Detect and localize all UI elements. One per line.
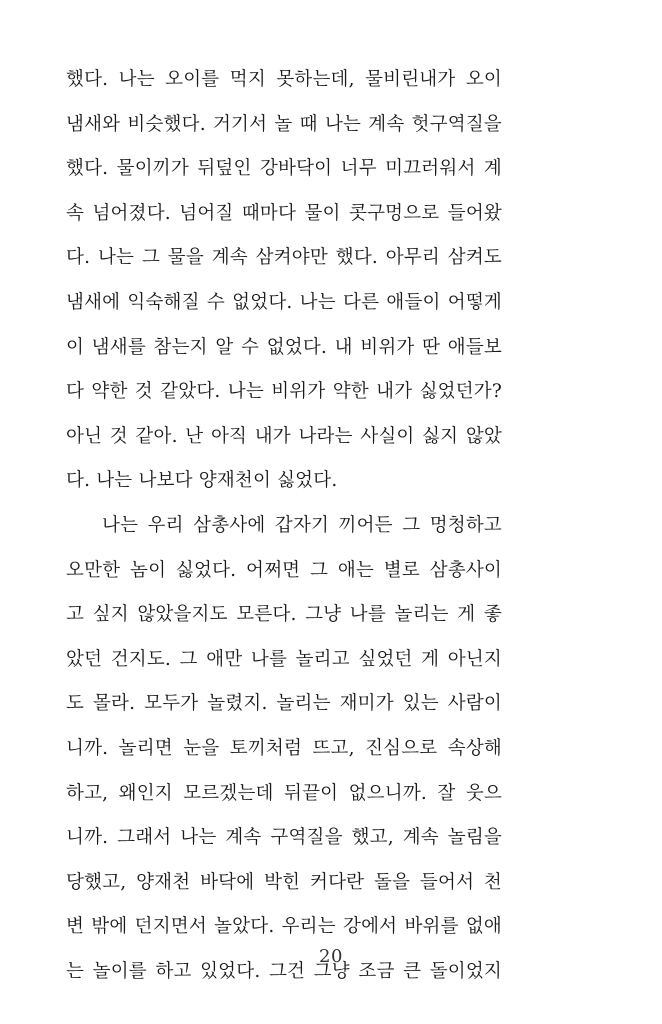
text-line: 도 몰라. 모두가 놀렸지. 놀리는 재미가 있는 사람이 <box>66 693 502 715</box>
text-line: 니까. 그래서 나는 계속 구역질을 했고, 계속 놀림을 <box>66 827 502 849</box>
text-line: 냄새에 익숙해질 수 없었다. 나는 다른 애들이 어떻게 <box>66 291 502 313</box>
text-line: 변 밖에 던지면서 놀았다. 우리는 강에서 바위를 없애 <box>66 916 502 938</box>
text-line: 냄새와 비슷했다. 거기서 놀 때 나는 계속 헛구역질을 <box>66 113 502 135</box>
page-number: 20 <box>319 946 343 967</box>
paragraph-2 <box>66 504 502 995</box>
text-line: 오만한 놈이 싫었다. 어쩌면 그 애는 별로 삼총사이 <box>66 559 502 581</box>
text-line: 고 싶지 않았을지도 모른다. 그냥 나를 놀리는 게 좋 <box>66 604 502 626</box>
text-line: 니까. 놀리면 눈을 토끼처럼 뜨고, 진심으로 속상해 <box>66 737 502 759</box>
text-line: 나는 우리 삼총사에 갑자기 끼어든 그 멍청하고 <box>102 514 502 536</box>
text-line: 다. 나는 그 물을 계속 삼켜야만 했다. 아무리 삼켜도 <box>66 247 502 269</box>
text-line: 아닌 것 같아. 난 아직 내가 나라는 사실이 싫지 않았 <box>66 425 502 447</box>
text-line: 했다. 물이끼가 뒤덮인 강바닥이 너무 미끄러워서 계 <box>66 158 502 180</box>
body-text <box>66 58 502 994</box>
text-line: 했다. 나는 오이를 먹지 못하는데, 물비린내가 오이 <box>66 69 502 90</box>
text-line: 는 놀이를 하고 있었다. 그건 그냥 조금 큰 돌이었지 <box>66 960 502 982</box>
text-line: 다 약한 것 같았다. 나는 비위가 약한 내가 싫었던가? <box>66 381 502 403</box>
text-line: 속 넘어졌다. 넘어질 때마다 물이 콧구멍으로 들어왔 <box>66 202 502 224</box>
text-line: 하고, 왜인지 모르겠는데 뒤끝이 없으니까. 잘 웃으 <box>66 782 502 804</box>
text-line: 당했고, 양재천 바닥에 박힌 커다란 돌을 들어서 천 <box>66 871 502 893</box>
text-line: 이 냄새를 참는지 알 수 없었다. 내 비위가 딴 애들보 <box>66 336 502 358</box>
text-line: 다. 나는 나보다 양재천이 싫었다. <box>66 470 338 492</box>
text-line: 았던 건지도. 그 애만 나를 놀리고 싶었던 게 아닌지 <box>66 648 502 670</box>
paragraph-1 <box>66 58 502 504</box>
